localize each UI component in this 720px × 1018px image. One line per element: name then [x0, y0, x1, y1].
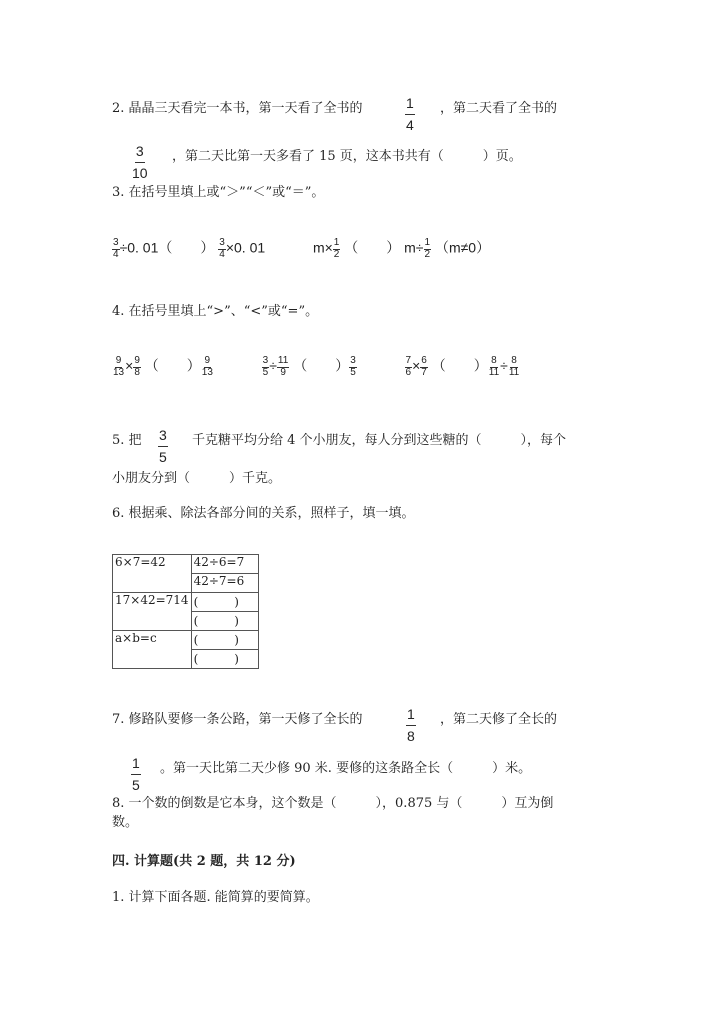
- numerator: 3: [135, 144, 145, 163]
- denominator: 4: [406, 117, 414, 133]
- text: m×: [312, 239, 333, 256]
- denominator: 5: [262, 367, 269, 378]
- section-heading: 四. 计算题(共 2 题，共 12 分): [112, 854, 296, 869]
- answer-blank[interactable]: ( ): [191, 593, 258, 612]
- fraction: [112, 238, 120, 260]
- numerator: 9: [204, 355, 211, 366]
- numerator: 8: [491, 355, 497, 366]
- text: [113, 631, 259, 650]
- fraction: [333, 238, 341, 260]
- fraction: [277, 356, 289, 378]
- fraction: [405, 356, 413, 378]
- numerator: 9: [115, 355, 122, 366]
- q2-text: ，第二天看了全书的: [440, 101, 558, 116]
- numerator: 3: [158, 428, 168, 447]
- denominator: 13: [201, 367, 213, 378]
- text: [113, 555, 259, 669]
- fraction: [131, 144, 149, 180]
- fraction: [158, 428, 168, 464]
- text: a×b=c: [113, 631, 192, 669]
- fraction: [218, 238, 226, 260]
- fraction: [488, 356, 500, 378]
- q5-text: 千克糖平均分给 4 个小朋友，每人分到这些糖的（ ），每个: [192, 433, 567, 448]
- q2-text: ，第二天比第一天多看了 15 页，这本书共有（ ）页。: [172, 149, 522, 164]
- q3-expressions: [112, 238, 490, 260]
- q4-title: 4. 在括号里填上“>”、“<”或“=”。: [112, 304, 319, 319]
- fraction: [508, 356, 520, 378]
- fraction: [201, 356, 214, 378]
- numerator: 1: [405, 96, 415, 115]
- text: 42÷7=6: [191, 574, 258, 593]
- q8-text: 8. 一个数的倒数是它本身，这个数是（ ），0.875 与（ ）互为倒: [112, 796, 554, 811]
- denominator: 2: [333, 249, 340, 260]
- answer-blank[interactable]: ( ): [191, 631, 258, 650]
- text: ÷: [269, 357, 277, 374]
- numerator: 8: [511, 355, 517, 366]
- denominator: 5: [159, 449, 167, 465]
- q3-title: 3. 在括号里填上或“＞”“＜”或“＝”。: [112, 185, 325, 200]
- q2-text: 2. 晶晶三天看完一本书，第一天看了全书的: [112, 101, 363, 116]
- relation-table: [112, 554, 259, 669]
- fraction: [131, 756, 141, 792]
- numerator: 9: [134, 355, 140, 366]
- text: （m≠0）: [434, 239, 491, 256]
- denominator: 5: [132, 777, 140, 793]
- denominator: 10: [132, 165, 148, 181]
- q7-text: 7. 修路队要修一条公路，第一天修了全长的: [112, 712, 363, 727]
- numerator: 6: [421, 355, 427, 366]
- q6-title: 6. 根据乘、除法各部分间的关系，照样子，填一填。: [112, 506, 415, 521]
- numerator: 1: [424, 237, 431, 248]
- text: （ ）: [431, 357, 488, 374]
- fraction: [424, 238, 432, 260]
- numerator: 1: [131, 756, 141, 775]
- q8-text: 数。: [112, 815, 139, 830]
- text: （ ）: [144, 357, 201, 374]
- denominator: 4: [113, 249, 119, 260]
- text: ×0. 01: [225, 239, 266, 256]
- calc-q1: 1. 计算下面各题. 能简算的要简算。: [112, 890, 319, 905]
- q2-line1: [112, 100, 363, 118]
- text: ×: [125, 357, 134, 374]
- fraction: [420, 356, 428, 378]
- numerator: 1: [333, 237, 340, 248]
- denominator: 5: [350, 367, 356, 378]
- denominator: 2: [424, 249, 431, 260]
- answer-blank[interactable]: ( ): [191, 650, 258, 669]
- denominator: 11: [508, 367, 520, 378]
- text: （ ）: [344, 239, 401, 256]
- answer-blank[interactable]: ( ): [191, 612, 258, 631]
- text: 17×42=714: [113, 593, 192, 631]
- text: 6×7=42: [113, 555, 192, 593]
- text: 42÷6=7: [191, 555, 258, 574]
- text: ÷: [500, 357, 508, 374]
- numerator: 11: [277, 355, 289, 366]
- fraction: [133, 356, 141, 378]
- q4-expressions: [112, 356, 520, 378]
- numerator: 1: [406, 707, 416, 726]
- text: （ ）: [293, 357, 350, 374]
- fraction: [349, 356, 357, 378]
- fraction: [405, 96, 415, 132]
- text: [113, 593, 259, 612]
- numerator: 3: [113, 237, 119, 248]
- text: [113, 555, 259, 574]
- q7-text: 。第一天比第二天少修 90 米. 要修的这条路全长（ ）米。: [160, 761, 532, 776]
- numerator: 7: [405, 355, 412, 366]
- q5-text: 小朋友分到（ ）千克。: [112, 471, 282, 486]
- numerator: 3: [350, 355, 356, 366]
- denominator: 9: [280, 367, 286, 378]
- denominator: 4: [219, 249, 225, 260]
- denominator: 8: [407, 728, 415, 744]
- denominator: 6: [405, 367, 412, 378]
- fraction: [112, 356, 125, 378]
- text: m÷: [404, 239, 424, 256]
- text: ×: [412, 357, 421, 374]
- denominator: 8: [134, 367, 140, 378]
- q5-text: 5. 把: [112, 433, 142, 448]
- q7-text: ，第二天修了全长的: [440, 712, 558, 727]
- fraction: [406, 707, 416, 743]
- denominator: 13: [113, 367, 125, 378]
- numerator: 3: [219, 237, 225, 248]
- denominator: 7: [421, 367, 427, 378]
- text: ÷0. 01（ ）: [119, 239, 215, 256]
- denominator: 11: [488, 367, 500, 378]
- numerator: 3: [262, 355, 269, 366]
